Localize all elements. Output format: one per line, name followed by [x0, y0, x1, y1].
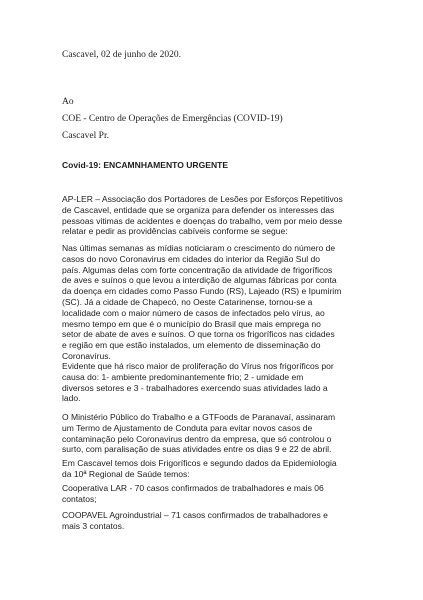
- paragraph-line: pessoas vitimas de acidentes e doenças do trabalho, vem por meio desse: [62, 215, 343, 226]
- date-line: Cascavel, 02 de junho de 2020.: [62, 50, 181, 60]
- paragraph-intro: [62, 194, 402, 237]
- paragraph-line: um Termo de Ajustamento de Conduta para evitar novos casos de: [62, 422, 313, 433]
- paragraph-line: localidade com o maior número de casos de infectados pelo vírus, ao: [62, 307, 325, 318]
- recipient-city: Cascavel Pr.: [62, 131, 109, 141]
- paragraph-line: mesmo tempo em que é o município do Brasil que mais emprega no: [62, 318, 321, 329]
- paragraph-cascavel-data: [62, 458, 402, 480]
- paragraph-line: diversos setores e 3 - trabalhadores exercendo suas atividades lado a: [62, 382, 328, 393]
- paragraph-media-reports: [62, 243, 402, 362]
- paragraph-line: contatos;: [62, 493, 97, 504]
- paragraph-line: mais 3 contatos.: [62, 520, 125, 531]
- paragraph-line: contaminação pelo Coronavirus dentro da empresa, que só controlou o: [62, 433, 332, 444]
- paragraph-mpt-agreement: [62, 412, 402, 455]
- paragraph-line: setor de abate de aves e suínos. O que torna os frigoríficos nas cidades: [62, 329, 335, 340]
- recipient-salutation: Ao: [62, 97, 74, 107]
- paragraph-line: Coronavírus.: [62, 350, 111, 361]
- paragraph-line: Cooperativa LAR - 70 casos confirmados de trabalhadores e mais 06: [62, 483, 324, 493]
- paragraph-line: país. Algumas delas com forte concentração da atividade de frigoríficos: [62, 264, 333, 275]
- paragraph-coopavel: [62, 510, 402, 532]
- paragraph-line: AP-LER – Associação dos Portadores de Lesões por Esforços Repetitivos: [62, 194, 343, 204]
- paragraph-risk: [62, 361, 402, 404]
- paragraph-line: de aves e suínos o que levou a interdição de algumas fábricas por conta: [62, 275, 337, 286]
- paragraph-line: causa do: 1- ambiente predominantemente frio; 2 - umidade em: [62, 371, 304, 382]
- paragraph-line: da 10ª Regional de Saúde temos:: [62, 468, 190, 479]
- paragraph-line: de Cascavel, entidade que se organiza para defender os interesses das: [62, 204, 335, 215]
- paragraph-cooperativa-lar: [62, 483, 402, 505]
- paragraph-line: da doença em cidades como Passo Fundo (RS), Lajeado (RS) e Ipumirim: [62, 286, 342, 297]
- paragraph-line: e região em que estão instalados, um elemento de disseminação do: [62, 340, 321, 351]
- paragraph-line: Em Cascavel temos dois Frigoríficos e segundo dados da Epidemiologia: [62, 458, 337, 468]
- subject-heading: Covid-19: ENCAMNHAMENTO URGENTE: [62, 160, 229, 170]
- paragraph-line: Nas últimas semanas as mídias noticiaram o crescimento do número de: [62, 243, 336, 253]
- paragraph-line: O Ministério Público do Trabalho e a GTFoods de Paranavaí, assinaram: [62, 412, 336, 422]
- paragraph-line: COOPAVEL Agroindustrial – 71 casos confirmados de trabalhadores e: [62, 510, 328, 520]
- paragraph-line: Evidente que há risco maior de proliferação do Vírus nos frigoríficos por: [62, 361, 334, 371]
- paragraph-line: lado.: [62, 393, 81, 404]
- recipient-organization: COE - Centro de Operações de Emergências (COVID-19): [62, 114, 283, 124]
- paragraph-line: (SC). Já a cidade de Chapecó, no Oeste Catarinense, tornou-se a: [62, 296, 313, 307]
- paragraph-line: casos do novo Coronavirus em cidades do interior da Região Sul do: [62, 253, 320, 264]
- paragraph-line: surto, com paralisação de suas atividades entre os dias 9 e 22 de abril.: [62, 444, 332, 455]
- paragraph-line: relatar e pedir as providências cabíveis conforme se segue:: [62, 226, 288, 237]
